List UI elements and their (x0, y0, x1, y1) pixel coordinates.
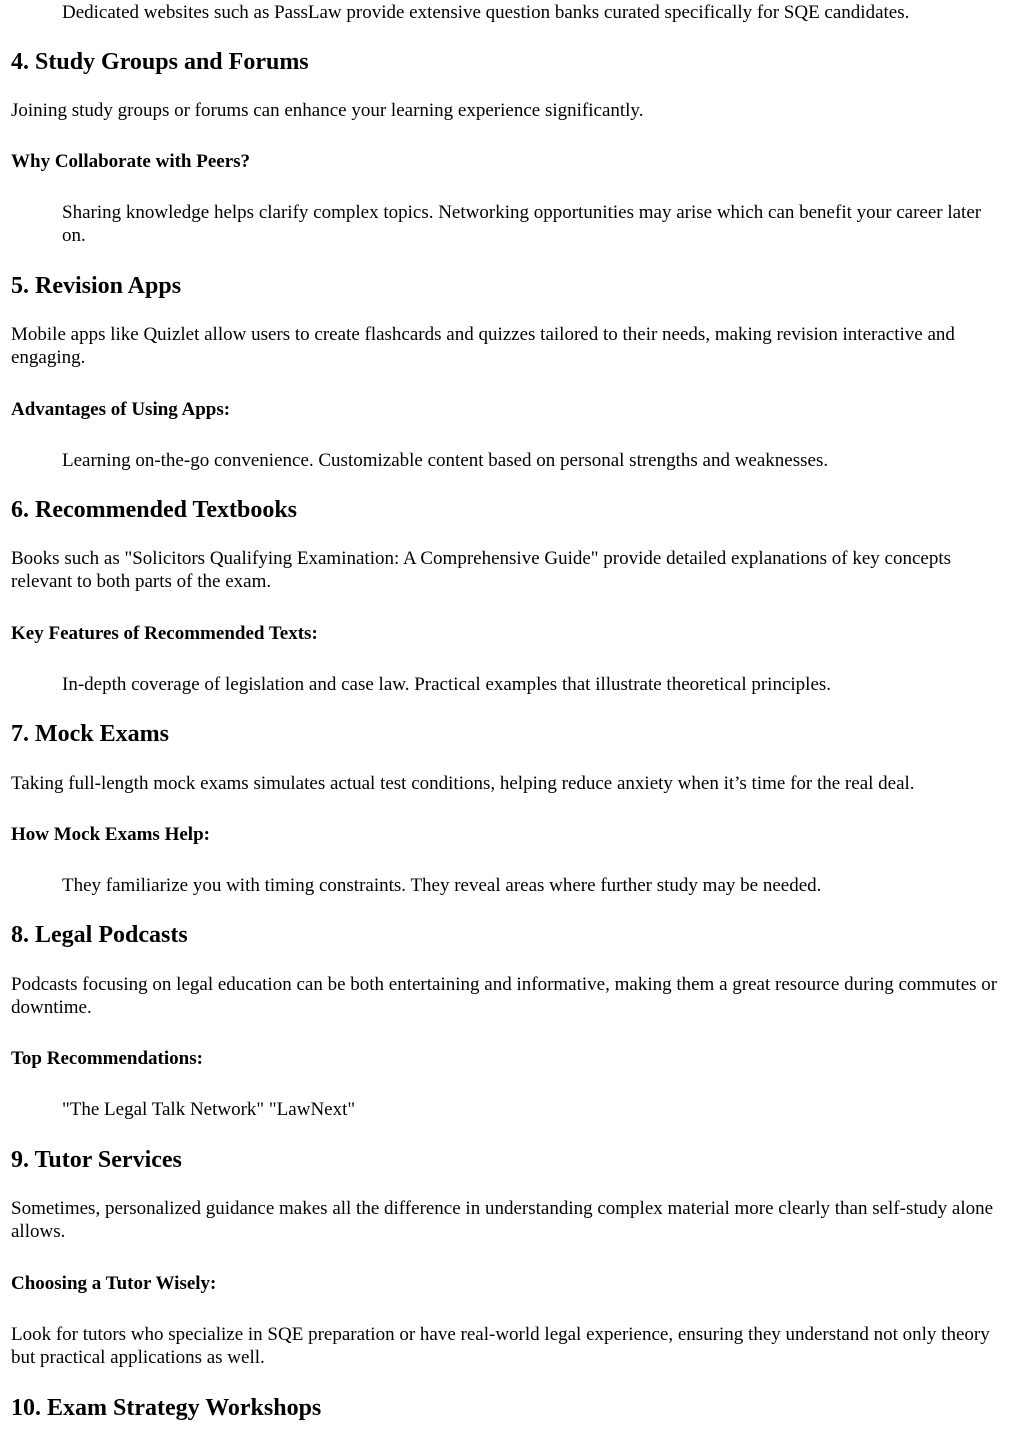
section-5-subheading: Advantages of Using Apps: (11, 399, 231, 420)
section-4-paragraph: Joining study groups or forums can enhance your learning experience significantly. (11, 100, 644, 121)
section-6-quote: In-depth coverage of legislation and case law. Practical examples that illustrate theoretical principles. (62, 674, 832, 695)
intro-quote: Dedicated websites such as PassLaw provide extensive question banks curated specifically for SQE candidates. (62, 2, 910, 23)
section-5-paragraph: Mobile apps like Quizlet allow users to create flashcards and quizzes tailored to their needs, making revision interactive and engaging. (11, 324, 955, 368)
section-8-paragraph: Podcasts focusing on legal education can be both entertaining and informative, making them a great resource during commutes or downtime. (11, 974, 998, 1018)
section-5-quote: Learning on-the-go convenience. Customizable content based on personal strengths and weaknesses. (62, 450, 829, 471)
section-8-subheading: Top Recommendations: (11, 1048, 203, 1069)
section-7-heading: 7. Mock Exams (11, 721, 169, 747)
section-6-paragraph: Books such as "Solicitors Qualifying Examination: A Comprehensive Guide" provide detailed explanations of key concepts relevant to both parts of the exam. (11, 548, 951, 592)
section-7-quote: They familiarize you with timing constraints. They reveal areas where further study may be needed. (62, 875, 822, 896)
section-7-subheading: How Mock Exams Help: (11, 824, 210, 845)
section-10-heading: 10. Exam Strategy Workshops (11, 1395, 322, 1421)
section-9-subheading: Choosing a Tutor Wisely: (11, 1273, 217, 1294)
section-9-paragraph-2: Look for tutors who specialize in SQE preparation or have real-world legal experience, ensuring they understand not only theory but practical applications as well. (11, 1324, 990, 1368)
section-8-heading: 8. Legal Podcasts (11, 922, 188, 948)
section-8-quote: "The Legal Talk Network" "LawNext" (62, 1099, 356, 1120)
section-9-paragraph: Sometimes, personalized guidance makes all the difference in understanding complex material more clearly than self-study alone allows. (11, 1198, 994, 1242)
section-6-heading: 6. Recommended Textbooks (11, 497, 298, 523)
section-6-subheading: Key Features of Recommended Texts: (11, 623, 318, 644)
section-5-heading: 5. Revision Apps (11, 273, 182, 299)
section-4-subheading: Why Collaborate with Peers? (11, 151, 251, 172)
section-7-paragraph: Taking full-length mock exams simulates actual test conditions, helping reduce anxiety when it’s time for the real deal. (11, 773, 915, 794)
section-4-quote: Sharing knowledge helps clarify complex topics. Networking opportunities may arise which can benefit your career later on. (62, 202, 982, 246)
section-9-heading: 9. Tutor Services (11, 1147, 182, 1173)
section-4-heading: 4. Study Groups and Forums (11, 49, 309, 75)
